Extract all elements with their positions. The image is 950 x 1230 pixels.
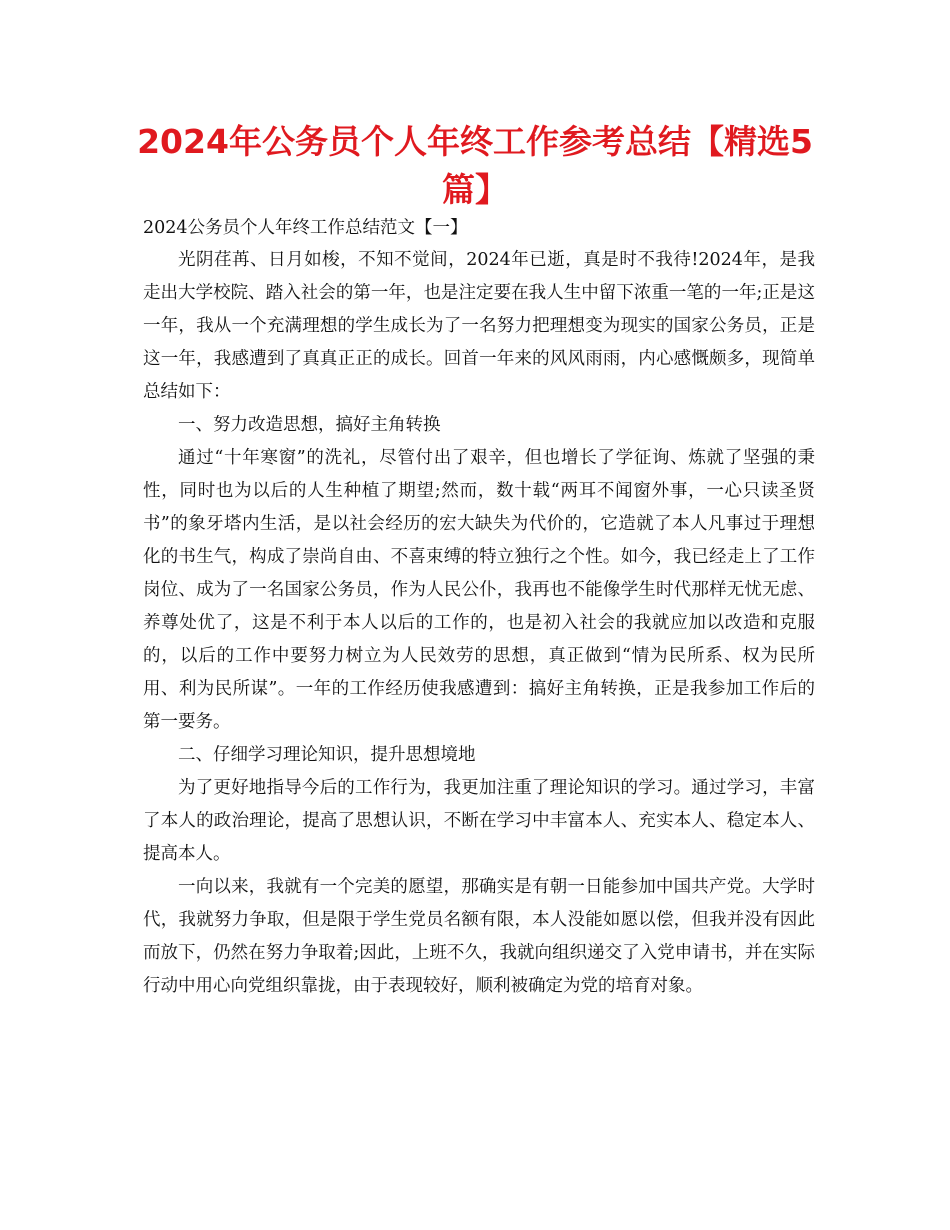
paragraph: 为了更好地指导今后的工作行为，我更加注重了理论知识的学习。通过学习，丰富了本人的政治理论，提高了思想认识，不断在学习中丰富本人、充实本人、稳定本人、提高本人。 <box>143 778 815 864</box>
section-heading: 二、仔细学习理论知识，提升思想境地 <box>178 745 476 765</box>
paragraph: 一向以来，我就有一个完美的愿望，那确实是有朝一日能参加中国共产党。大学时代，我就努力争取，但是限于学生党员名额有限，本人没能如愿以偿，但我并没有因此而放下，仍然在努力争取着;因此，上班不久，我就向组织递交了入党申请书，并在实际行动中用心向党组织靠拢，由于表现较好，顺利被确定为党的培育对象。 <box>143 877 815 996</box>
document-body <box>143 212 815 1003</box>
paragraph: 光阴荏苒、日月如梭，不知不觉间，2024年已逝，真是时不我待!2024年，是我走出大学校院、踏入社会的第一年，也是注定要在我人生中留下浓重一笔的一年;正是这一年，我从一个充满理想的学生成长为了一名努力把理想变为现实的国家公务员，正是这一年，我感遭到了真真正正的成长。回首一年来的风风雨雨，内心感慨颇多，现简单总结如下： <box>143 250 815 402</box>
paragraph: 通过“十年寒窗”的洗礼，尽管付出了艰辛，但也增长了学征询、炼就了坚强的秉性，同时也为以后的人生种植了期望;然而，数十载“两耳不闻窗外事，一心只读圣贤书”的象牙塔内生活，是以社会经历的宏大缺失为代价的，它造就了本人凡事过于理想化的书生气，构成了崇尚自由、不喜束缚的特立独行之个性。如今，我已经走上了工作岗位、成为了一名国家公务员，作为人民公仆，我再也不能像学生时代那样无忧无虑、养尊处优了，这是不利于本人以后的工作的，也是初入社会的我就应加以改造和克服的，以后的工作中要努力树立为人民效劳的思想，真正做到“情为民所系、权为民所用、利为民所谋”。一年的工作经历使我感遭到：搞好主角转换，正是我参加工作后的第一要务。 <box>143 448 815 732</box>
section-subtitle: 2024公务员个人年终工作总结范文【一】 <box>143 218 468 238</box>
document-title: 2024年公务员个人年终工作参考总结【精选5篇】 <box>137 122 813 209</box>
section-heading: 一、努力改造思想，搞好主角转换 <box>178 415 441 435</box>
